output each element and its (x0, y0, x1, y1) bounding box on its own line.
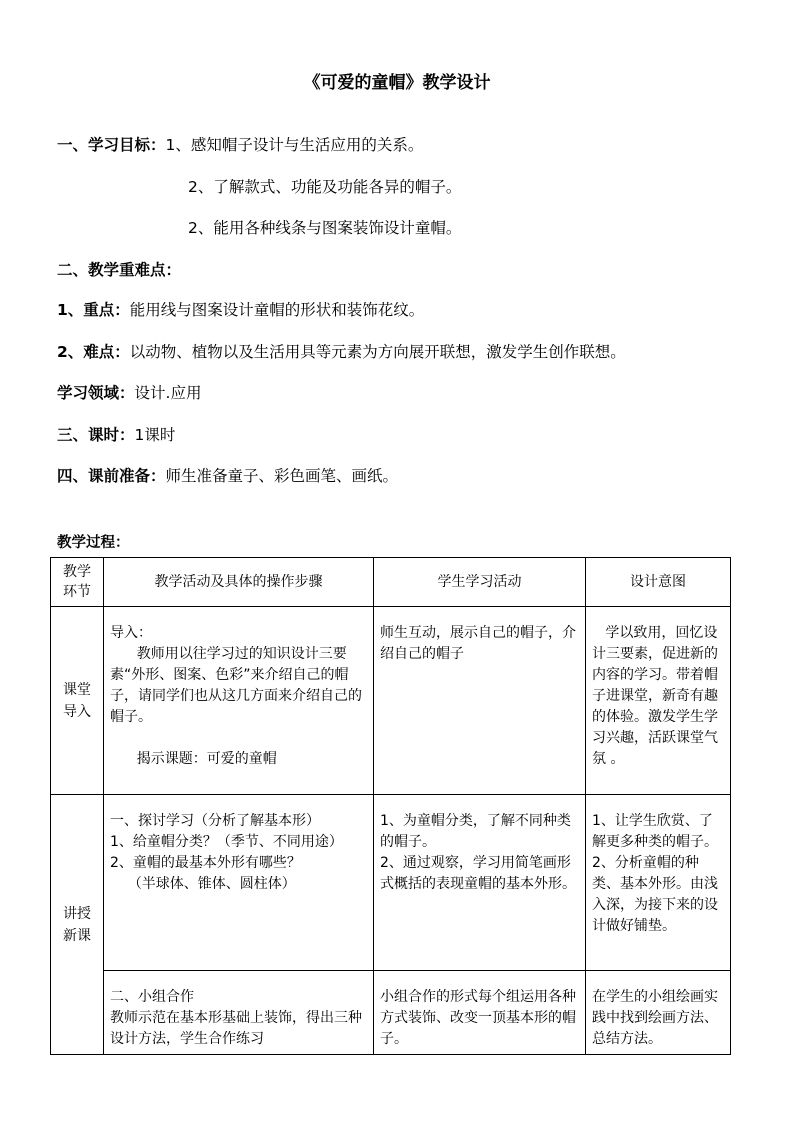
activity-cell: 导入： 教师用以往学习过的知识设计三要素“外形、图案、色彩”来介绍自己的帽子，请同学们也从这几方面来介绍自己的帽子。 揭示课题：可爱的童帽 (104, 607, 374, 795)
table-row (51, 795, 731, 971)
student-cell: 1、为童帽分类，了解不同种类的帽子。 2、通过观察，学习用简笔画形式概括的表现童帽的基本外形。 (374, 795, 586, 971)
header-intent: 设计意图 (586, 558, 731, 607)
prep-label: 四、课前准备： (57, 467, 166, 485)
difficulty-text: 以动物、植物以及生活用具等元素为方向展开联想，激发学生创作联想。 (129, 343, 626, 361)
process-table (50, 557, 731, 1055)
difficulty-label: 2、难点： (57, 343, 130, 361)
intent-cell: 学以致用，回忆设计三要素，促进新的内容的学习。带着帽子进课堂，新奇有趣的体验。激发学生学习兴趣，活跃课堂气氛 。 (586, 607, 731, 795)
goal-item-1: 1、感知帽子设计与生活应用的关系。 (165, 136, 424, 154)
intent-cell: 在学生的小组绘画实践中找到绘画方法、总结方法。 (586, 971, 731, 1055)
domain-label: 学习领域： (57, 384, 135, 402)
domain-row (57, 381, 201, 403)
goals-label: 一、学习目标： (57, 136, 166, 154)
domain-text: 设计.应用 (134, 384, 202, 402)
process-label: 教学过程： (57, 535, 130, 551)
intent-cell: 1、让学生欣赏、了解更多种类的帽子。 2、分析童帽的种类、基本外形。由浅入深，为接下来的设计做好铺垫。 (586, 795, 731, 971)
goal-item-2: 2、了解款式、功能及功能各异的帽子。 (188, 178, 462, 196)
stage-cell: 讲授 新课 (51, 795, 104, 1055)
student-cell: 师生互动，展示自己的帽子，介绍自己的帽子 (374, 607, 586, 795)
focus-label: 1、重点： (57, 301, 130, 319)
header-student: 学生学习活动 (374, 558, 586, 607)
difficulty-row (57, 340, 626, 362)
student-cell: 小组合作的形式每个组运用各种方式装饰、改变一顶基本形的帽子。 (374, 971, 586, 1055)
header-activity: 教学活动及具体的操作步骤 (104, 558, 374, 607)
stage-cell: 课堂 导入 (51, 607, 104, 795)
activity-cell: 二、小组合作 教师示范在基本形基础上装饰，得出三种设计方法，学生合作练习 (104, 971, 374, 1055)
header-stage: 教学 环节 (51, 558, 104, 607)
focus-row (57, 298, 424, 320)
table-row (51, 971, 731, 1055)
activity-cell: 一、探讨学习（分析了解基本形） 1、给童帽分类？（季节、不同用途） 2、童帽的最基本外形有哪些？ （半球体、锥体、圆柱体） (104, 795, 374, 971)
table-row (51, 607, 731, 795)
goal-item-3: 2、能用各种线条与图案装饰设计童帽。 (188, 219, 462, 237)
prep-row (57, 464, 398, 486)
focus-text: 能用线与图案设计童帽的形状和装饰花纹。 (129, 301, 425, 319)
prep-text: 师生准备童子、彩色画笔、画纸。 (165, 467, 399, 485)
table-header-row (51, 558, 731, 607)
hours-row (57, 423, 175, 445)
page-title: 《可爱的童帽》教学设计 (303, 73, 491, 93)
goals-row-1 (57, 133, 423, 155)
key-points-label: 二、教学重难点： (57, 261, 182, 279)
hours-text: 1课时 (134, 426, 176, 444)
hours-label: 三、课时： (57, 426, 135, 444)
